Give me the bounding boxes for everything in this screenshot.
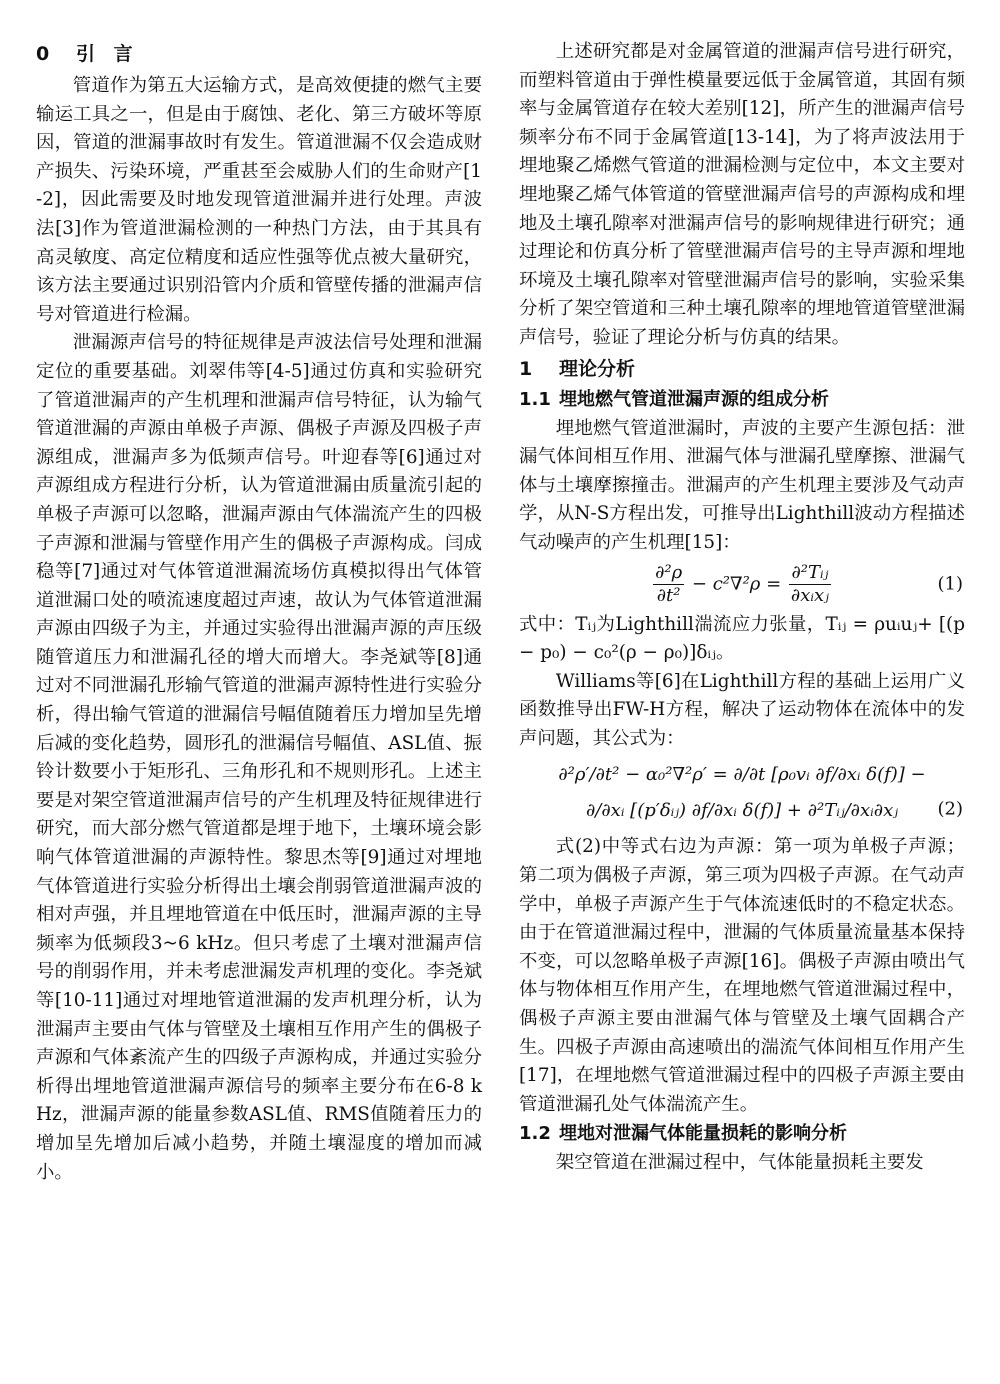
equation-1 (519, 562, 965, 607)
subsection-number: 1.2 (519, 1123, 551, 1145)
subsection-title: 埋地对泄漏气体能量损耗的影响分析 (559, 1123, 847, 1145)
paragraph-source-terms: 式(2)中等式右边为声源：第一项为单极子声源；第二项为偶极子声源，第三项为四极子声源。在气动声学中，单极子声源产生于气体流速低时的不稳定状态。由于在管道泄漏过程中，泄漏的气体质量流量基本保持不变，可以忽略单极子声源[16]。偶极子声源由喷出气体与物体相互作用产生，在埋地燃气管道泄漏过程中，偶极子声源主要由泄漏气体与管壁及土壤气固耦合产生。四极子声源由高速喷出的湍流气体间相互作用产生[17]，在埋地燃气管道泄漏过程中的四极子声源主要由管道泄漏孔处气体湍流产生。 (519, 836, 965, 1115)
denominator: ∂xᵢxⱼ (790, 584, 829, 606)
intro-paragraph-3: 上述研究都是对金属管道的泄漏声信号进行研究，而塑料管道由于弹性模量要远低于金属管道，其固有频率与金属管道存在较大差别[12]，所产生的泄漏声信号频率分布不同于金属管道[13-14]，为了将声波法用于埋地聚乙烯燃气管道的泄漏检测与定位中，本文主要对埋地聚乙烯气体管道的管壁泄漏声信号的声源构成和埋地及土壤孔隙率对泄漏声信号的影响规律进行研究；通过理论和仿真分析了管壁泄漏声信号的主导声源和埋地环境及土壤孔隙率对管壁泄漏声信号的影响，实验采集分析了架空管道和三种土壤孔隙率的埋地管道管壁泄漏声信号，验证了理论分析与仿真的结果。 (519, 41, 965, 348)
section-heading-1 (519, 353, 965, 385)
equation-2 (519, 757, 965, 829)
subsection-number: 1.1 (519, 388, 551, 410)
denominator: ∂t² (656, 584, 681, 606)
equation-operator: − c²∇²ρ = (691, 573, 782, 594)
equation-1-body (519, 562, 965, 607)
section-number: 0 (36, 43, 56, 65)
equation-number: (1) (937, 573, 963, 595)
subsection-heading-1-1 (519, 385, 965, 415)
section-heading-0 (36, 38, 482, 70)
intro-paragraph-2: 泄漏源声信号的特征规律是声波法信号处理和泄漏定位的重要基础。刘翠伟等[4-5]通过仿真和实验研究了管道泄漏声的产生机理和泄漏声信号特征，认为输气管道泄漏的声源由单极子声源、偶极子声源及四极子声源组成，泄漏声多为低频声信号。叶迎春等[6]通过对声源组成方程进行分析，认为管道泄漏由质量流引起的单极子声源可以忽略，泄漏声源由气体湍流产生的四极子声源和泄漏与管壁作用产生的偶极子声源构成。闫成稳等[7]通过对气体管道泄漏流场仿真模拟得出气体管道泄漏口处的喷流速度超过声速，故认为气体管道泄漏声源由四级子为主，并通过实验得出泄漏声源的声压级随管道压力和泄漏孔径的增大而增大。李尧斌等[8]通过对不同泄漏孔形输气管道的泄漏声源特性进行实验分析，得出输气管道的泄漏信号幅值随着压力增加呈先增后减的变化趋势，圆形孔的泄漏信号幅值、ASL值、振铃计数要小于矩形孔、三角形孔和不规则形孔。上述主要是对架空管道泄漏声信号的产生机理及特征规律进行研究，而大部分燃气管道都是埋于地下，土壤环境会影响气体管道泄漏的声源特性。黎思杰等[9]通过对埋地气体管道进行实验分析得出土壤会削弱管道泄漏声波的相对声强，并且埋地管道在中低压时，泄漏声源的主导频率为低频段3~6 kHz。但只考虑了土壤对泄漏声信号的削弱作用，并未考虑泄漏发声机理的变化。李尧斌等[10-11]通过对埋地管道泄漏的发声机理分析，认为泄漏声主要由气体与管壁及土壤相互作用产生的偶极子声源和气体紊流产生的四级子声源构成，并通过实验分析得出埋地管道泄漏声源信号的频率主要分布在6-8 kHz，泄漏声源的能量参数ASL值、RMS值随着压力的增加呈先增加后减小趋势，并随土壤湿度的增加而减小。 (36, 332, 482, 1183)
equation-2-line-2: ∂/∂xᵢ [(p′δᵢⱼ) ∂f/∂xᵢ δ(f)] + ∂²Tᵢⱼ/∂xᵢ∂xⱼ (586, 800, 898, 822)
section-number: 1 (519, 357, 533, 380)
paragraph-tensor-definition: 式中：Tᵢⱼ为Lighthill湍流应力张量，Tᵢⱼ = ρuᵢuⱼ+ [(p − p₀) − c₀²(ρ − ρ₀)]δᵢⱼ。 (519, 613, 965, 664)
fraction-lhs (653, 562, 684, 607)
numerator: ∂²ρ (655, 561, 683, 583)
subsection-heading-1-2 (519, 1119, 965, 1149)
intro-paragraph-1: 管道作为第五大运输方式，是高效便捷的燃气主要输运工具之一，但是由于腐蚀、老化、第三方破坏等原因，管道的泄漏事故时有发生。管道泄漏不仅会造成财产损失、污染环境，严重甚至会威胁人们的生命财产[1-2]，因此需要及时地发现管道泄漏并进行处理。声波法[3]作为管道泄漏检测的一种热门方法，由于其具有高灵敏度、高定位精度和适应性强等优点被大量研究，该方法主要通过识别沿管内介质和管壁传播的泄漏声信号对管道进行检漏。 (36, 75, 482, 325)
numerator: ∂²Tᵢⱼ (789, 562, 831, 585)
fraction-rhs (789, 562, 831, 607)
section-title: 理论分析 (559, 357, 636, 380)
paragraph-fwh: Williams等[6]在Lighthill方程的基础上运用广义函数推导出FW-H方程，解决了运动物体在流体中的发声问题，其公式为： (519, 670, 965, 749)
paragraph-sound-sources: 埋地燃气管道泄漏时，声波的主要产生源包括：泄漏气体间相互作用、泄漏气体与泄漏孔壁摩擦、泄漏气体与土壤摩擦撞击。泄漏声的产生机理主要涉及气动声学，从N-S方程出发，可推导出Lighthill波动方程描述气动噪声的产生机理[15]： (519, 417, 965, 553)
equation-2-line-1: ∂²ρ′/∂t² − α₀²∇²ρ′ = ∂/∂t [ρ₀vᵢ ∂f/∂xᵢ δ(f)] − (558, 764, 926, 786)
right-column (519, 38, 965, 1178)
section-title: 引 言 (76, 43, 139, 65)
equation-number: (2) (937, 798, 963, 820)
paragraph-energy-loss: 架空管道在泄漏过程中，气体能量损耗主要发 (555, 1152, 924, 1174)
left-column (36, 38, 482, 1187)
subsection-title: 埋地燃气管道泄漏声源的组成分析 (559, 388, 829, 410)
